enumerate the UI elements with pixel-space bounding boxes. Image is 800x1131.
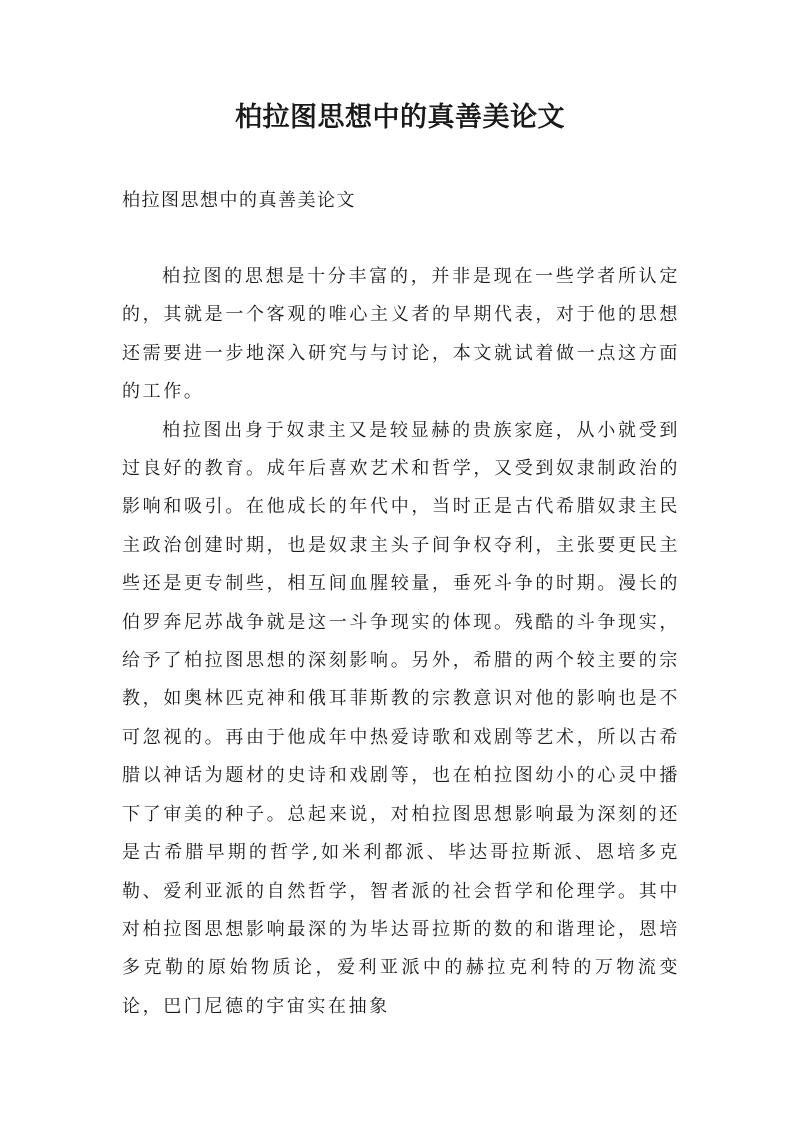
paragraph-intro: 柏拉图的思想是十分丰富的，并非是现在一些学者所认定的，其就是一个客观的唯心主义者的早期代表，对于他的思想还需要进一步地深入研究与与讨论，本文就试着做一点这方面的工作。 [122,266,680,403]
document-title: 柏拉图思想中的真善美论文 [235,102,565,133]
document-subtitle: 柏拉图思想中的真善美论文 [122,190,356,211]
document-body [122,258,680,1026]
paragraph-background: 柏拉图出身于奴隶主又是较显赫的贵族家庭，从小就受到过良好的教育。成年后喜欢艺术和哲学，又受到奴隶制政治的影响和吸引。在他成长的年代中，当时正是古代希腊奴隶主民主政治创建时期，也是奴隶主头子间争权夺利，主张要更民主些还是更专制些，相互间血腥较量，垂死斗争的时期。漫长的伯罗奔尼苏战争就是这一斗争现实的体现。残酷的斗争现实，给予了柏拉图思想的深刻影响。另外，希腊的两个较主要的宗教，如奥林匹克神和俄耳菲斯教的宗教意识对他的影响也是不可忽视的。再由于他成年中热爱诗歌和戏剧等艺术，所以古希腊以神话为题材的史诗和戏剧等，也在柏拉图幼小的心灵中播下了审美的种子。总起来说，对柏拉图思想影响最为深刻的还是古希腊早期的哲学,如米利都派、毕达哥拉斯派、恩培多克勒、爱利亚派的自然哲学，智者派的社会哲学和伦理学。其中对柏拉图思想影响最深的为毕达哥拉斯的数的和谐理论，恩培多克勒的原始物质论，爱利亚派中的赫拉克利特的万物流变论，巴门尼德的宇宙实在抽象 [122,419,680,1017]
